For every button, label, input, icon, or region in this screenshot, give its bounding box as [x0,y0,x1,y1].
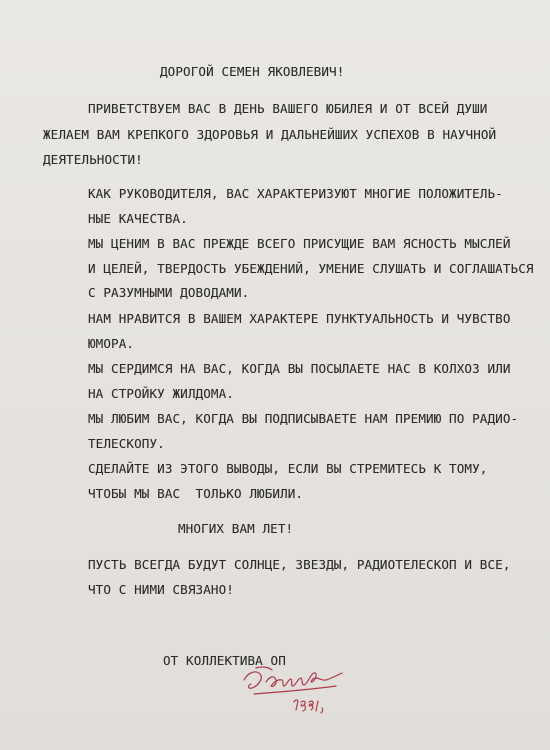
letter-line-8: С РАЗУМНЫМИ ДОВОДАМИ. [88,285,250,300]
letter-line-9: НАМ НРАВИТСЯ В ВАШЕМ ХАРАКТЕРЕ ПУНКТУАЛЬНОСТЬ И ЧУВСТВО [88,311,511,326]
letter-line-5: НЫЕ КАЧЕСТВА. [88,211,188,226]
letter-line-14: ТЕЛЕСКОПУ. [88,436,165,451]
letter-line-17: МНОГИХ ВАМ ЛЕТ! [178,521,294,536]
signature-year: 1981 [298,708,301,709]
letter-line-4: КАК РУКОВОДИТЕЛЯ, ВАС ХАРАКТЕРИЗУЮТ МНОГИЕ ПОЛОЖИТЕЛЬ- [88,186,503,201]
letter-line-13: МЫ ЛЮБИМ ВАС, КОГДА ВЫ ПОДПИСЫВАЕТЕ НАМ ПРЕМИЮ ПО РАДИО- [88,411,519,426]
letter-line-16: ЧТОБЫ МЫ ВАС ТОЛЬКО ЛЮБИЛИ. [88,486,304,501]
letter-line-10: ЮМОРА. [88,336,135,351]
letter-line-7: И ЦЕЛЕЙ, ТВЕРДОСТЬ УБЕЖДЕНИЙ, УМЕНИЕ СЛУШАТЬ И СОГЛАШАТЬСЯ [88,261,534,276]
letter-line-19: ЧТО С НИМИ СВЯЗАНО! [88,582,234,597]
letter-line-18: ПУСТЬ ВСЕГДА БУДУТ СОЛНЦЕ, ЗВЕЗДЫ, РАДИОТЕЛЕСКОП И ВСЕ, [88,557,511,572]
handwritten-signature [238,658,348,720]
letter-line-11: МЫ СЕРДИМСЯ НА ВАС, КОГДА ВЫ ПОСЫЛАЕТЕ НАС В КОЛХОЗ ИЛИ [88,361,511,376]
greeting: ДОРОГОЙ СЕМЕН ЯКОВЛЕВИЧ! [160,64,345,79]
letter-line-15: СДЕЛАЙТЕ ИЗ ЭТОГО ВЫВОДЫ, ЕСЛИ ВЫ СТРЕМИТЕСЬ К ТОМУ, [88,461,488,476]
letter-line-1: ПРИВЕТСТВУЕМ ВАС В ДЕНЬ ВАШЕГО ЮБИЛЕЯ И ОТ ВСЕЙ ДУШИ [88,101,488,116]
letter-line-3: ДЕЯТЕЛЬНОСТИ! [43,152,143,167]
letter-line-6: МЫ ЦЕНИМ В ВАС ПРЕЖДЕ ВСЕГО ПРИСУЩИЕ ВАМ ЯСНОСТЬ МЫСЛЕЙ [88,236,511,251]
letter-line-2: ЖЕЛАЕМ ВАМ КРЕПКОГО ЗДОРОВЬЯ И ДАЛЬНЕЙШИХ УСПЕХОВ В НАУЧНОЙ [43,127,497,142]
letter-line-12: НА СТРОЙКУ ЖИЛДОМА. [88,386,234,401]
sender-line: ОТ КОЛЛЕКТИВА ОП [163,653,286,668]
